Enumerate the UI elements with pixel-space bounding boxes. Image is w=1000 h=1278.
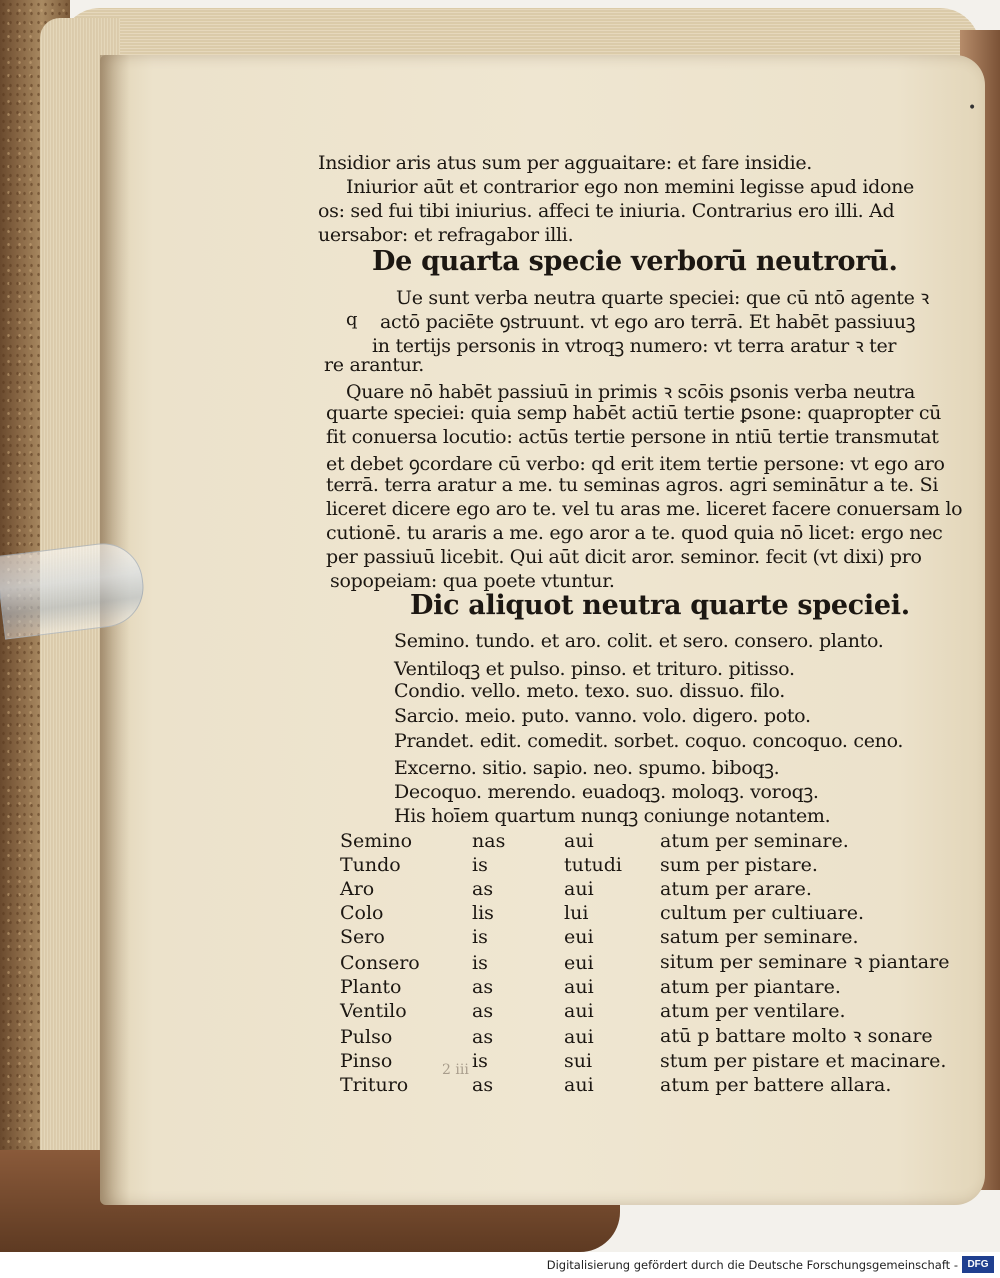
table-cell: aui (564, 1026, 594, 1048)
table-cell: lui (564, 902, 589, 924)
text-line: cutionē. tu araris a me. ego aror a te. quod quia nō licet: ergo nec (326, 522, 943, 544)
text-line: uersabor: et refragabor illi. (318, 224, 574, 246)
table-cell: situm per seminare ꝛ piantare (660, 951, 950, 973)
table-row (340, 948, 949, 974)
dfg-logo: DFG (962, 1256, 994, 1273)
table-cell: sum per pistare. (660, 854, 818, 876)
table-cell: Semino (340, 830, 413, 852)
table-row (340, 998, 949, 1022)
table-cell: Tundo (340, 854, 401, 876)
table-cell: Trituro (340, 1074, 409, 1096)
table-cell: Aro (340, 878, 375, 900)
text-line: os: sed fui tibi iniurius. affeci te iniuria. Contrarius ero illi. Ad (318, 200, 895, 222)
table-cell: as (472, 1074, 494, 1096)
table-row (340, 828, 949, 852)
table-row (340, 852, 949, 876)
verse-line: Semino. tundo. et aro. colit. et sero. consero. planto. (394, 630, 884, 652)
table-cell: Ventilo (340, 1000, 407, 1022)
funding-credit: Digitalisierung gefördert durch die Deutsche Forschungsgemeinschaft - (546, 1258, 958, 1272)
table-cell: atum per seminare. (660, 830, 849, 852)
table-row (340, 1072, 949, 1096)
table-cell: eui (564, 926, 594, 948)
text-line: terrā. terra aratur a me. tu seminas agros. agri seminātur a te. Si (326, 474, 939, 496)
text-line: fit conuersa locutio: actūs tertie persone in ntiū tertie transmutat (326, 426, 939, 448)
verse-line: Ventiloqꝫ et pulso. pinso. et trituro. pitisso. (394, 658, 795, 680)
verse-line: Excerno. sitio. sapio. neo. spumo. biboqꝫ. (394, 757, 780, 779)
table-cell: as (472, 878, 494, 900)
table-cell: atum per piantare. (660, 976, 841, 998)
table-cell: atum per battere allara. (660, 1074, 892, 1096)
section-heading: De quarta specie verborū neutrorū. (372, 246, 898, 277)
table-cell: cultum per cultiuare. (660, 902, 865, 924)
text-line: quarte speciei: quia semp habēt actiū tertie ꝑsone: quapropter cū (326, 402, 942, 424)
text-line: per passiuū licebit. Qui aūt dicit aror. seminor. fecit (vt dixi) pro (326, 546, 922, 568)
table-cell: stum per pistare et macinare. (660, 1050, 947, 1072)
conjugation-table (340, 828, 949, 1096)
table-row (340, 900, 949, 924)
table-cell: as (472, 1000, 494, 1022)
text-line: et debet ꝯcordare cū verbo: qd erit item tertie persone: vt ego aro (326, 453, 945, 475)
table-cell: aui (564, 878, 594, 900)
margin-mark: • (968, 100, 977, 116)
table-cell: is (472, 854, 488, 876)
table-cell: Pulso (340, 1026, 393, 1048)
table-cell: aui (564, 1000, 594, 1022)
gutter-shadow (100, 55, 130, 1205)
footer-bar (0, 1252, 1000, 1278)
initial-letter-guide: q (346, 309, 358, 330)
text-line: Quare nō habēt passiuū in primis ꝛ scōis ꝑsonis verba neutra (346, 381, 916, 403)
table-cell: sui (564, 1050, 593, 1072)
table-cell: as (472, 976, 494, 998)
table-cell: is (472, 1050, 488, 1072)
table-cell: is (472, 926, 488, 948)
table-cell: Colo (340, 902, 384, 924)
table-row (340, 876, 949, 900)
table-cell: Pinso (340, 1050, 393, 1072)
table-row (340, 974, 949, 998)
section-heading: Dic aliquot neutra quarte speciei. (410, 590, 910, 621)
table-cell: atū p battare molto ꝛ sonare (660, 1025, 933, 1047)
text-line: Insidior aris atus sum per agguaitare: et fare insidie. (318, 152, 813, 174)
table-cell: aui (564, 830, 594, 852)
table-cell: is (472, 952, 488, 974)
faint-bleed-through-text: 2 iii (442, 1062, 469, 1078)
table-cell: eui (564, 952, 594, 974)
table-cell: satum per seminare. (660, 926, 859, 948)
verse-line: His hoīem quartum nunqꝫ coniunge notantem. (394, 805, 831, 827)
table-cell: lis (472, 902, 494, 924)
text-line: re arantur. (324, 354, 424, 376)
table-cell: as (472, 1026, 494, 1048)
text-line: liceret dicere ego aro te. vel tu aras me. liceret facere conuersam lo (326, 498, 963, 520)
table-cell: Planto (340, 976, 402, 998)
text-line: actō paciēte ꝯstruunt. vt ego aro terrā. Et habēt passiuuꝫ (380, 311, 916, 333)
table-row (340, 1022, 949, 1048)
table-row (340, 924, 949, 948)
table-cell: aui (564, 976, 594, 998)
verse-line: Condio. vello. meto. texo. suo. dissuo. filo. (394, 680, 785, 702)
table-cell: Consero (340, 952, 420, 974)
text-line: Iniurior aūt et contrarior ego non memini legisse apud idone (346, 176, 914, 198)
table-cell: atum per arare. (660, 878, 812, 900)
table-cell: tutudi (564, 854, 622, 876)
verse-line: Prandet. edit. comedit. sorbet. coquo. concoquo. ceno. (394, 730, 904, 752)
text-line: Ue sunt verba neutra quarte speciei: que cū ntō agente ꝛ (396, 287, 930, 309)
text-line: sopopeiam: qua poete vtuntur. (330, 570, 615, 592)
verse-line: Decoquo. merendo. euadoqꝫ. moloqꝫ. voroqꝫ. (394, 781, 819, 803)
table-cell: atum per ventilare. (660, 1000, 846, 1022)
table-cell: aui (564, 1074, 594, 1096)
table-cell: nas (472, 830, 506, 852)
text-line: in tertijs personis in vtroqꝫ numero: vt terra aratur ꝛ ter (372, 335, 897, 357)
verse-line: Sarcio. meio. puto. vanno. volo. digero. poto. (394, 705, 811, 727)
table-row (340, 1048, 949, 1072)
table-cell: Sero (340, 926, 385, 948)
